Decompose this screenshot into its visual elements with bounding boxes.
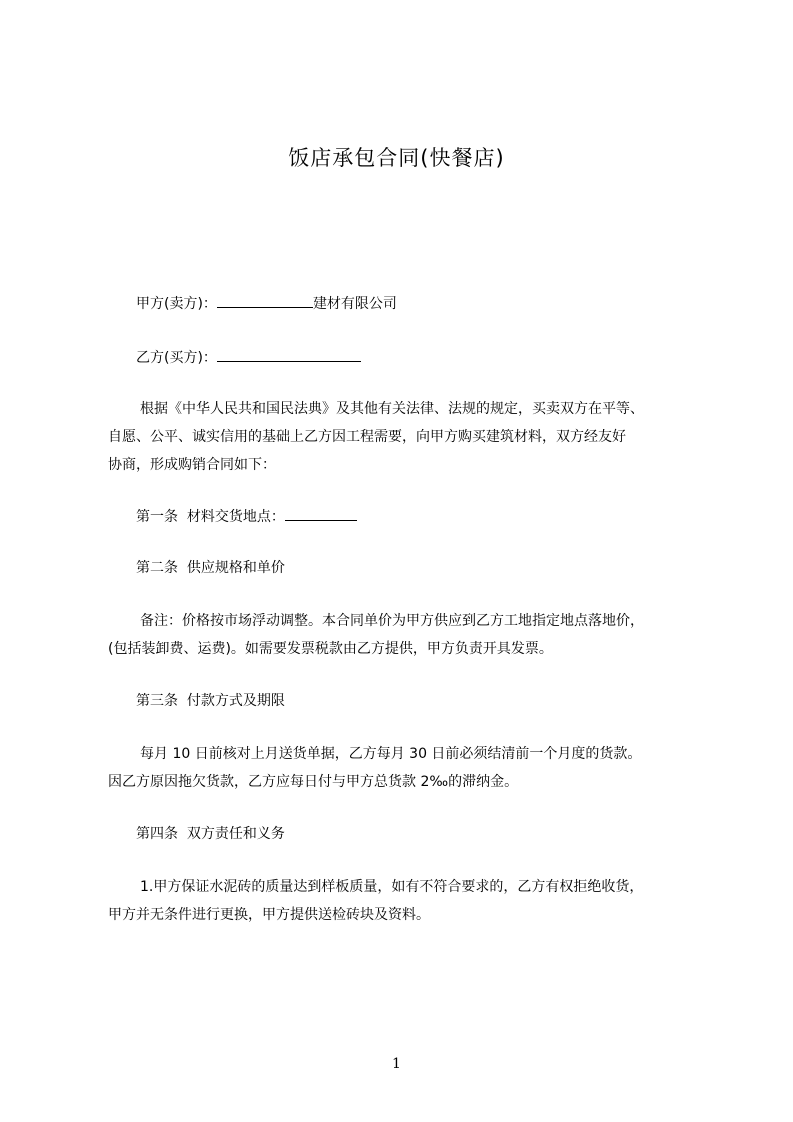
party-a-label: 甲方(卖方)： bbox=[136, 296, 217, 312]
article-2-note bbox=[108, 607, 708, 663]
preamble-paragraph bbox=[108, 395, 708, 479]
preamble-line-1: 根据《中华人民共和国民法典》及其他有关法律、法规的规定，买卖双方在平等、 bbox=[140, 401, 644, 417]
article-4-heading: 第四条 双方责任和义务 bbox=[136, 826, 285, 842]
page-number: 1 bbox=[392, 1056, 401, 1072]
document-title: 饭店承包合同(快餐店) bbox=[288, 146, 505, 170]
article-2-note-line-1: 备注：价格按市场浮动调整。本合同单价为甲方供应到乙方工地指定地点落地价， bbox=[140, 613, 644, 629]
party-b-blank bbox=[217, 346, 361, 362]
article-1-blank bbox=[285, 505, 357, 521]
article-1-line bbox=[136, 505, 357, 527]
preamble-line-2: 自愿、公平、诚实信用的基础上乙方因工程需要，向甲方购买建筑材料，双方经友好 bbox=[108, 429, 626, 445]
article-3-body bbox=[108, 740, 708, 796]
party-a-blank bbox=[217, 292, 313, 308]
party-a-company-suffix: 建材有限公司 bbox=[312, 296, 397, 312]
article-2-note-line-2: (包括装卸费、运费)。如需要发票税款由乙方提供，甲方负责开具发票。 bbox=[108, 641, 553, 657]
article-1-heading: 第一条 材料交货地点： bbox=[136, 509, 285, 525]
article-4-item-1-line-2: 甲方并无条件进行更换，甲方提供送检砖块及资料。 bbox=[108, 907, 430, 923]
article-4-body bbox=[108, 873, 708, 929]
article-3-line-2: 因乙方原因拖欠货款，乙方应每日付与甲方总货款 2‰的滞纳金。 bbox=[108, 774, 519, 790]
party-b-line bbox=[136, 346, 361, 368]
article-3-heading: 第三条 付款方式及期限 bbox=[136, 693, 285, 709]
article-3-line-1: 每月 10 日前核对上月送货单据，乙方每月 30 日前必须结清前一个月度的货款。 bbox=[140, 746, 642, 762]
preamble-line-3: 协商，形成购销合同如下： bbox=[108, 457, 276, 473]
party-a-line bbox=[136, 292, 397, 314]
article-2-heading: 第二条 供应规格和单价 bbox=[136, 560, 285, 576]
article-4-item-1-line-1: 1.甲方保证水泥砖的质量达到样板质量，如有不符合要求的，乙方有权拒绝收货， bbox=[140, 879, 644, 895]
party-b-label: 乙方(买方)： bbox=[136, 350, 217, 366]
